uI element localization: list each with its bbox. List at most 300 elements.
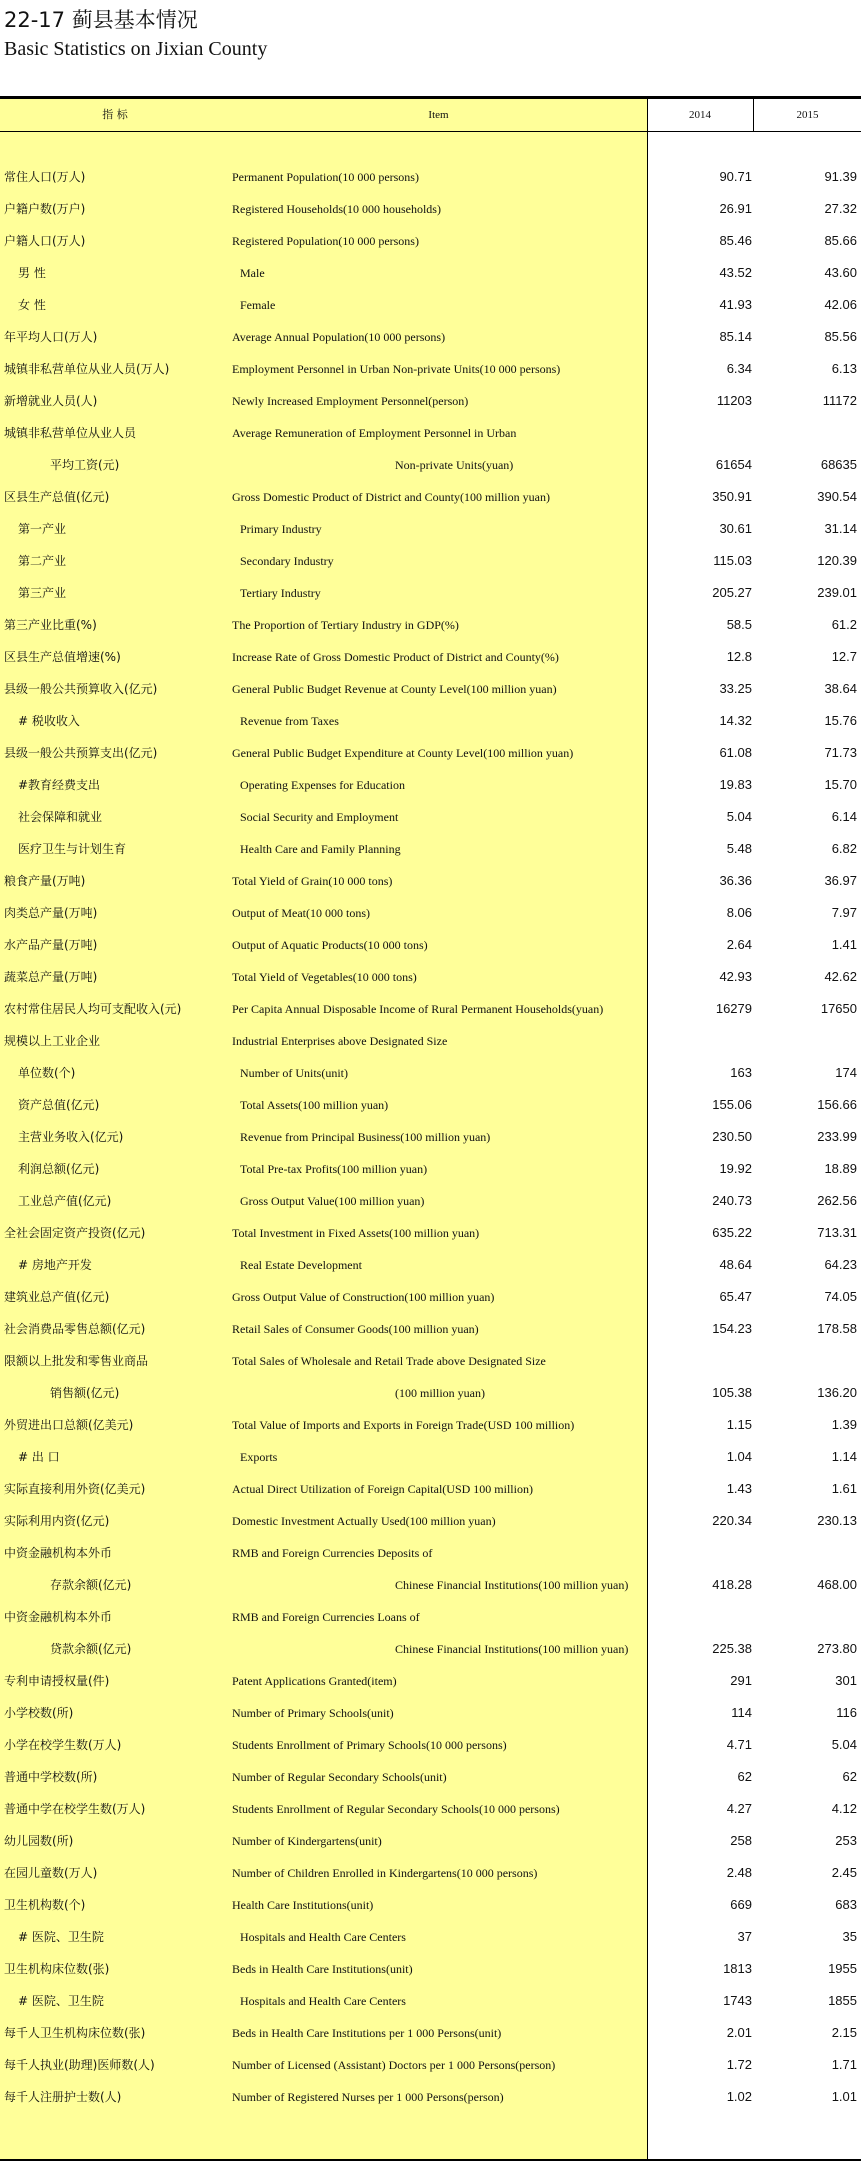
table-row (0, 897, 861, 929)
indicator-cn: 普通中学在校学生数(万人) (4, 1802, 146, 1816)
table-row (0, 1217, 861, 1249)
indicator-en: Hospitals and Health Care Centers (240, 1930, 406, 1944)
indicator-en: Operating Expenses for Education (240, 778, 405, 792)
indicator-cn: 每千人执业(助理)医师数(人) (4, 2058, 155, 2072)
value-2015: 85.66 (824, 233, 857, 248)
table-row (0, 513, 861, 545)
table-row (0, 769, 861, 801)
indicator-en: Secondary Industry (240, 554, 334, 568)
indicator-cn: 卫生机构床位数(张) (4, 1962, 110, 1976)
table-body (0, 161, 861, 2113)
indicator-en: Total Assets(100 million yuan) (240, 1098, 389, 1112)
indicator-en: Beds in Health Care Institutions(unit) (232, 1962, 413, 1976)
value-2015: 68635 (820, 457, 857, 472)
table-row (0, 1377, 861, 1409)
table-row (0, 289, 861, 321)
value-2015: 239.01 (817, 585, 857, 600)
indicator-en: Female (240, 298, 276, 312)
table-row (0, 1473, 861, 1505)
header-year-2014: 2014 (647, 99, 754, 131)
indicator-en: Health Care Institutions(unit) (232, 1898, 374, 1912)
value-2014: 41.93 (719, 297, 752, 312)
indicator-en: Employment Personnel in Urban Non-private Units(10 000 persons) (232, 362, 561, 376)
value-2014: 163 (730, 1065, 752, 1080)
indicator-en: Number of Licensed (Assistant) Doctors per 1 000 Persons(person) (232, 2058, 556, 2072)
indicator-cn: 单位数(个) (18, 1066, 76, 1080)
table-row (0, 961, 861, 993)
table-row (0, 929, 861, 961)
table-row (0, 993, 861, 1025)
value-2015: 1.39 (831, 1417, 857, 1432)
table-row (0, 833, 861, 865)
header-item: Item (428, 109, 449, 121)
value-2014: 669 (730, 1897, 752, 1912)
indicator-cn: 医疗卫生与计划生育 (18, 842, 127, 856)
indicator-cn: 外贸进出口总额(亿美元) (4, 1418, 134, 1432)
indicator-cn: 利润总额(亿元) (18, 1162, 100, 1176)
table-row (0, 481, 861, 513)
table-row (0, 417, 861, 449)
value-2015: 1955 (828, 1961, 857, 1976)
indicator-en: Number of Kindergartens(unit) (232, 1834, 382, 1848)
value-2015: 18.89 (824, 1161, 857, 1176)
indicator-cn: 小学校数(所) (4, 1706, 74, 1720)
value-2015: 11172 (822, 393, 857, 408)
value-2014: 418.28 (712, 1577, 752, 1592)
table-row (0, 1889, 861, 1921)
table-row (0, 1409, 861, 1441)
table-row (0, 1537, 861, 1569)
indicator-cn: 每千人注册护士数(人) (4, 2090, 122, 2104)
indicator-cn: 第三产业 (18, 586, 67, 600)
value-2015: 38.64 (824, 681, 857, 696)
indicator-en: Total Investment in Fixed Assets(100 million yuan) (232, 1226, 480, 1240)
value-2015: 43.60 (824, 265, 857, 280)
value-2015: 36.97 (824, 873, 857, 888)
value-2015: 253 (835, 1833, 857, 1848)
indicator-cn: 户籍户数(万户) (4, 202, 86, 216)
value-2015: 233.99 (817, 1129, 857, 1144)
indicator-en: Permanent Population(10 000 persons) (232, 170, 419, 184)
indicator-en: General Public Budget Expenditure at County Level(100 million yuan) (232, 746, 574, 760)
value-2015: 61.2 (831, 617, 857, 632)
table-row (0, 1761, 861, 1793)
value-2014: 220.34 (712, 1513, 752, 1528)
indicator-cn: 平均工资(元) (50, 458, 120, 472)
value-2015: 713.31 (817, 1225, 857, 1240)
value-2015: 1.71 (831, 2057, 857, 2072)
indicator-en: Chinese Financial Institutions(100 million yuan) (395, 1578, 629, 1592)
table-row (0, 1121, 861, 1153)
indicator-en: Total Pre-tax Profits(100 million yuan) (240, 1162, 428, 1176)
indicator-en: General Public Budget Revenue at County Level(100 million yuan) (232, 682, 557, 696)
value-2014: 5.04 (726, 809, 752, 824)
indicator-en: Real Estate Development (240, 1258, 362, 1272)
table-row (0, 2049, 861, 2081)
value-2015: 15.70 (824, 777, 857, 792)
value-2015: 1.01 (831, 2089, 857, 2104)
value-2015: 1855 (828, 1993, 857, 2008)
value-2015: 85.56 (824, 329, 857, 344)
indicator-cn: 中资金融机构本外币 (4, 1610, 113, 1624)
value-2015: 71.73 (824, 745, 857, 760)
indicator-cn: 县级一般公共预算支出(亿元) (4, 746, 158, 760)
indicator-cn: 城镇非私营单位从业人员(万人) (4, 362, 170, 376)
indicator-cn: 全社会固定资产投资(亿元) (4, 1226, 146, 1240)
indicator-en: Exports (240, 1450, 278, 1464)
value-2014: 36.36 (719, 873, 752, 888)
table-row (0, 609, 861, 641)
indicator-en: Total Yield of Grain(10 000 tons) (232, 874, 393, 888)
value-2014: 85.46 (719, 233, 752, 248)
value-2015: 74.05 (824, 1289, 857, 1304)
value-2014: 230.50 (712, 1129, 752, 1144)
indicator-en: Number of Units(unit) (240, 1066, 348, 1080)
indicator-en: Gross Output Value of Construction(100 million yuan) (232, 1290, 495, 1304)
value-2015: 120.39 (817, 553, 857, 568)
value-2014: 155.06 (712, 1097, 752, 1112)
indicator-cn: 农村常住居民人均可支配收入(元) (4, 1002, 182, 1016)
table-row (0, 2017, 861, 2049)
header-indicator: 指 标 (102, 108, 128, 121)
indicator-en: Health Care and Family Planning (240, 842, 401, 856)
indicator-cn: # 税收收入 (18, 714, 80, 728)
table-row (0, 705, 861, 737)
indicator-en: Revenue from Taxes (240, 714, 339, 728)
indicator-cn: 常住人口(万人) (4, 170, 86, 184)
indicator-cn: 城镇非私营单位从业人员 (4, 426, 137, 440)
indicator-cn: 普通中学校数(所) (4, 1770, 98, 1784)
value-2014: 6.34 (726, 361, 752, 376)
value-2015: 390.54 (817, 489, 857, 504)
value-2014: 4.71 (726, 1737, 752, 1752)
indicator-cn: 蔬菜总产量(万吨) (4, 970, 98, 984)
value-2015: 136.20 (817, 1385, 857, 1400)
indicator-en: Industrial Enterprises above Designated Size (232, 1034, 448, 1048)
value-2015: 31.14 (824, 521, 857, 536)
value-2014: 1.72 (726, 2057, 752, 2072)
table-row (0, 353, 861, 385)
indicator-en: RMB and Foreign Currencies Loans of (232, 1610, 420, 1624)
value-2014: 26.91 (719, 201, 752, 216)
table-row (0, 1601, 861, 1633)
indicator-en: Total Value of Imports and Exports in Foreign Trade(USD 100 million) (232, 1418, 575, 1432)
table-row (0, 1057, 861, 1089)
indicator-en: Gross Domestic Product of District and County(100 million yuan) (232, 490, 550, 504)
indicator-en: Retail Sales of Consumer Goods(100 million yuan) (232, 1322, 479, 1336)
value-2015: 683 (835, 1897, 857, 1912)
value-2014: 291 (730, 1673, 752, 1688)
table-row (0, 161, 861, 193)
indicator-cn: 第三产业比重(%) (4, 618, 97, 632)
table-row (0, 673, 861, 705)
indicator-en: Per Capita Annual Disposable Income of Rural Permanent Households(yuan) (232, 1002, 604, 1016)
indicator-cn: 存款余额(亿元) (50, 1578, 132, 1592)
value-2014: 240.73 (712, 1193, 752, 1208)
indicator-en: Non-private Units(yuan) (395, 458, 514, 472)
table-row (0, 1025, 861, 1057)
table-row (0, 1633, 861, 1665)
indicator-cn: 年平均人口(万人) (4, 330, 98, 344)
indicator-en: Students Enrollment of Regular Secondary Schools(10 000 persons) (232, 1802, 560, 1816)
indicator-cn: 实际利用内资(亿元) (4, 1514, 110, 1528)
table-row (0, 2081, 861, 2113)
indicator-cn: # 医院、卫生院 (18, 1930, 104, 1944)
indicator-en: Number of Primary Schools(unit) (232, 1706, 394, 1720)
value-2015: 64.23 (824, 1257, 857, 1272)
value-2014: 62 (737, 1769, 752, 1784)
indicator-en: (100 million yuan) (395, 1386, 485, 1400)
value-2015: 42.62 (824, 969, 857, 984)
indicator-en: Registered Households(10 000 households) (232, 202, 441, 216)
table-row (0, 1793, 861, 1825)
table-row (0, 1505, 861, 1537)
value-2015: 273.80 (817, 1641, 857, 1656)
value-2014: 19.92 (719, 1161, 752, 1176)
indicator-en: Output of Aquatic Products(10 000 tons) (232, 938, 428, 952)
value-2015: 2.45 (831, 1865, 857, 1880)
indicator-en: The Proportion of Tertiary Industry in GDP(%) (232, 618, 459, 632)
indicator-en: Domestic Investment Actually Used(100 million yuan) (232, 1514, 496, 1528)
indicator-cn: 中资金融机构本外币 (4, 1546, 113, 1560)
indicator-cn: 新增就业人员(人) (4, 394, 98, 408)
value-2015: 1.14 (831, 1449, 857, 1464)
indicator-cn: 贷款余额(亿元) (50, 1642, 132, 1656)
table-row (0, 1345, 861, 1377)
value-2014: 258 (730, 1833, 752, 1848)
indicator-cn: 幼儿园数(所) (4, 1834, 74, 1848)
table-row (0, 193, 861, 225)
table-row (0, 1569, 861, 1601)
table-row (0, 737, 861, 769)
value-2014: 635.22 (712, 1225, 752, 1240)
value-2015: 91.39 (824, 169, 857, 184)
indicator-en: Newly Increased Employment Personnel(person) (232, 394, 469, 408)
indicator-cn: 规模以上工业企业 (4, 1034, 101, 1048)
value-2015: 116 (836, 1705, 857, 1720)
table-title-english: Basic Statistics on Jixian County (4, 38, 268, 60)
value-2014: 1743 (723, 1993, 752, 2008)
value-2014: 1.04 (726, 1449, 752, 1464)
value-2015: 301 (835, 1673, 857, 1688)
table-header (0, 99, 861, 132)
value-2014: 19.83 (719, 777, 752, 792)
value-2014: 11203 (716, 393, 752, 408)
table-row (0, 1857, 861, 1889)
value-2014: 33.25 (719, 681, 752, 696)
table-row (0, 1985, 861, 2017)
indicator-cn: 社会消费品零售总额(亿元) (4, 1322, 146, 1336)
indicator-cn: 专利申请授权量(件) (4, 1674, 110, 1688)
value-2014: 8.06 (726, 905, 752, 920)
table-row (0, 1825, 861, 1857)
value-2014: 1.43 (726, 1481, 752, 1496)
indicator-en: Number of Regular Secondary Schools(unit) (232, 1770, 447, 1784)
indicator-cn: 肉类总产量(万吨) (4, 906, 98, 920)
indicator-cn: 女 性 (18, 298, 46, 312)
indicator-en: Primary Industry (240, 522, 322, 536)
table-row (0, 1185, 861, 1217)
indicator-cn: # 医院、卫生院 (18, 1994, 104, 2008)
value-2014: 350.91 (712, 489, 752, 504)
value-2015: 156.66 (817, 1097, 857, 1112)
table-row (0, 1153, 861, 1185)
value-2014: 1.15 (726, 1417, 752, 1432)
value-2014: 85.14 (719, 329, 752, 344)
indicator-cn: 卫生机构数(个) (4, 1898, 86, 1912)
table-row (0, 225, 861, 257)
value-2014: 2.48 (726, 1865, 752, 1880)
table-row (0, 577, 861, 609)
value-2015: 262.56 (817, 1193, 857, 1208)
indicator-en: Number of Registered Nurses per 1 000 Persons(person) (232, 2090, 504, 2104)
table-row (0, 1089, 861, 1121)
value-2014: 61.08 (719, 745, 752, 760)
indicator-en: Social Security and Employment (240, 810, 399, 824)
table-row (0, 449, 861, 481)
indicator-cn: 第二产业 (18, 554, 67, 568)
table-title-chinese: 22-17 蓟县基本情况 (4, 8, 198, 32)
indicator-cn: 户籍人口(万人) (4, 234, 86, 248)
value-2014: 105.38 (712, 1385, 752, 1400)
table-row (0, 1281, 861, 1313)
value-2014: 90.71 (719, 169, 752, 184)
value-2015: 62 (842, 1769, 857, 1784)
table-row (0, 641, 861, 673)
value-2014: 14.32 (719, 713, 752, 728)
value-2015: 7.97 (831, 905, 857, 920)
value-2015: 230.13 (817, 1513, 857, 1528)
value-2015: 42.06 (824, 297, 857, 312)
value-2015: 6.13 (831, 361, 857, 376)
value-2014: 12.8 (726, 649, 752, 664)
value-2014: 58.5 (726, 617, 752, 632)
indicator-cn: 资产总值(亿元) (18, 1098, 100, 1112)
value-2014: 16279 (715, 1001, 752, 1016)
value-2014: 154.23 (712, 1321, 752, 1336)
table-row (0, 801, 861, 833)
value-2014: 43.52 (719, 265, 752, 280)
table-row (0, 545, 861, 577)
value-2014: 1.02 (726, 2089, 752, 2104)
value-2015: 12.7 (831, 649, 857, 664)
indicator-en: Hospitals and Health Care Centers (240, 1994, 406, 2008)
value-2014: 225.38 (712, 1641, 752, 1656)
value-2015: 178.58 (817, 1321, 857, 1336)
table-row (0, 1249, 861, 1281)
indicator-cn: 第一产业 (18, 522, 67, 536)
indicator-cn: 主营业务收入(亿元) (18, 1130, 124, 1144)
indicator-en: Total Yield of Vegetables(10 000 tons) (232, 970, 417, 984)
value-2015: 17650 (820, 1001, 857, 1016)
indicator-cn: 区县生产总值(亿元) (4, 490, 110, 504)
indicator-cn: #教育经费支出 (18, 778, 101, 792)
value-2015: 6.82 (831, 841, 857, 856)
value-2015: 1.41 (831, 937, 857, 952)
indicator-en: Gross Output Value(100 million yuan) (240, 1194, 425, 1208)
value-2015: 5.04 (831, 1737, 857, 1752)
value-2014: 5.48 (726, 841, 752, 856)
value-2015: 15.76 (824, 713, 857, 728)
indicator-en: Beds in Health Care Institutions per 1 000 Persons(unit) (232, 2026, 502, 2040)
value-2014: 114 (731, 1705, 752, 1720)
indicator-cn: 水产品产量(万吨) (4, 938, 98, 952)
indicator-cn: 区县生产总值增速(%) (4, 650, 121, 664)
value-2015: 35 (842, 1929, 857, 1944)
table-row (0, 865, 861, 897)
indicator-cn: 小学在校学生数(万人) (4, 1738, 122, 1752)
indicator-en: Male (240, 266, 265, 280)
indicator-en: Registered Population(10 000 persons) (232, 234, 419, 248)
indicator-en: Actual Direct Utilization of Foreign Capital(USD 100 million) (232, 1482, 533, 1496)
indicator-en: Students Enrollment of Primary Schools(10 000 persons) (232, 1738, 507, 1752)
indicator-en: Number of Children Enrolled in Kindergartens(10 000 persons) (232, 1866, 538, 1880)
indicator-en: Average Remuneration of Employment Personnel in Urban (232, 426, 517, 440)
indicator-en: Chinese Financial Institutions(100 million yuan) (395, 1642, 629, 1656)
indicator-en: Increase Rate of Gross Domestic Product of District and County(%) (232, 650, 559, 664)
value-2015: 4.12 (831, 1801, 857, 1816)
indicator-cn: # 出 口 (18, 1450, 60, 1464)
value-2015: 174 (835, 1065, 857, 1080)
value-2015: 2.15 (831, 2025, 857, 2040)
value-2014: 2.64 (726, 937, 752, 952)
indicator-en: Revenue from Principal Business(100 million yuan) (240, 1130, 491, 1144)
table-row (0, 257, 861, 289)
value-2014: 42.93 (719, 969, 752, 984)
table-row (0, 1441, 861, 1473)
value-2014: 61654 (715, 457, 752, 472)
indicator-cn: 在园儿童数(万人) (4, 1866, 98, 1880)
value-2014: 37 (737, 1929, 752, 1944)
indicator-en: Tertiary Industry (240, 586, 321, 600)
indicator-cn: 销售额(亿元) (50, 1386, 120, 1400)
value-2015: 468.00 (817, 1577, 857, 1592)
value-2014: 1813 (723, 1961, 752, 1976)
statistics-table (0, 96, 861, 2161)
indicator-cn: 建筑业总产值(亿元) (4, 1290, 110, 1304)
indicator-en: Average Annual Population(10 000 persons) (232, 330, 446, 344)
table-row (0, 385, 861, 417)
indicator-en: Total Sales of Wholesale and Retail Trade above Designated Size (232, 1354, 546, 1368)
value-2014: 115.03 (713, 553, 752, 568)
indicator-cn: 每千人卫生机构床位数(张) (4, 2026, 146, 2040)
table-row (0, 1665, 861, 1697)
value-2014: 4.27 (726, 1801, 752, 1816)
value-2014: 65.47 (719, 1289, 752, 1304)
value-2015: 1.61 (831, 1481, 857, 1496)
value-2014: 205.27 (712, 585, 752, 600)
value-2015: 27.32 (824, 201, 857, 216)
indicator-cn: 男 性 (18, 266, 46, 280)
indicator-cn: 工业总产值(亿元) (18, 1194, 112, 1208)
table-row (0, 1313, 861, 1345)
indicator-cn: 县级一般公共预算收入(亿元) (4, 682, 158, 696)
indicator-en: Output of Meat(10 000 tons) (232, 906, 370, 920)
table-row (0, 1953, 861, 1985)
indicator-cn: # 房地产开发 (18, 1258, 92, 1272)
table-row (0, 1729, 861, 1761)
indicator-cn: 限额以上批发和零售业商品 (4, 1354, 149, 1368)
header-year-2015: 2015 (796, 109, 819, 121)
indicator-en: RMB and Foreign Currencies Deposits of (232, 1546, 433, 1560)
table-row (0, 321, 861, 353)
table-row (0, 1697, 861, 1729)
indicator-cn: 社会保障和就业 (18, 810, 103, 824)
value-2014: 30.61 (719, 521, 752, 536)
indicator-cn: 粮食产量(万吨) (4, 874, 86, 888)
indicator-en: Patent Applications Granted(item) (232, 1674, 397, 1688)
value-2015: 6.14 (831, 809, 857, 824)
